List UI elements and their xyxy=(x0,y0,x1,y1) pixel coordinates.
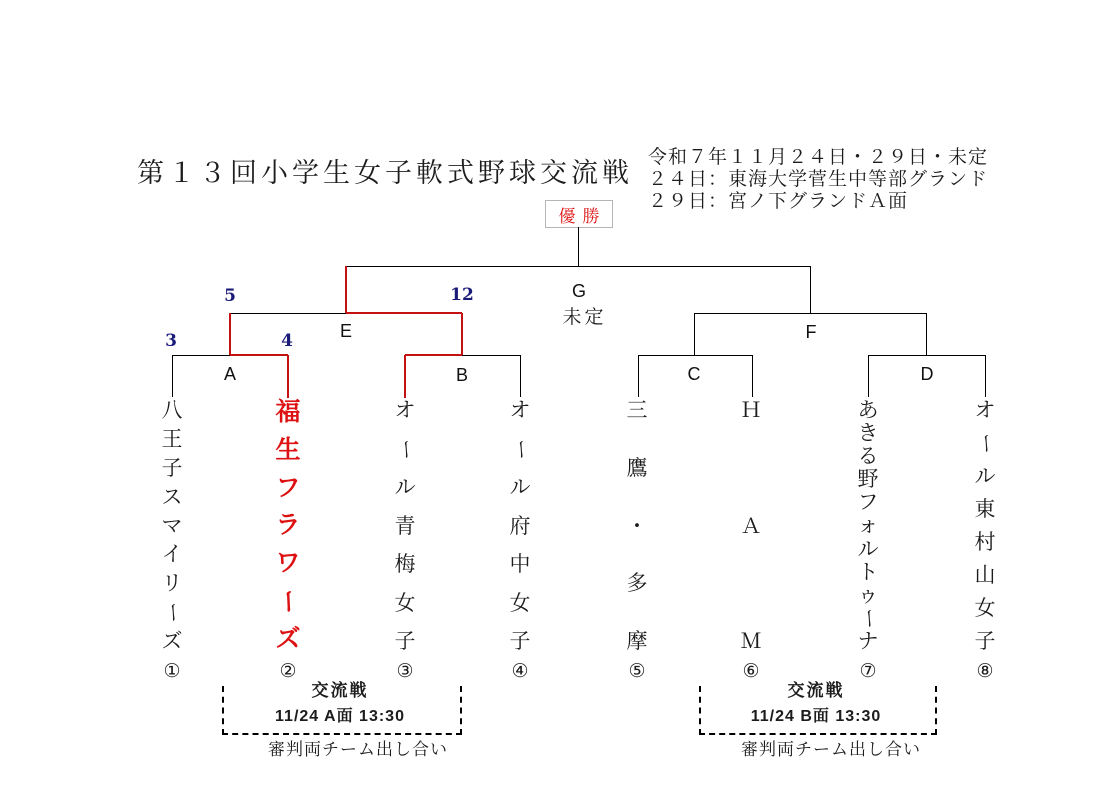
line-d xyxy=(868,355,985,356)
line-final-g xyxy=(346,266,810,267)
line-b-left-red xyxy=(405,354,462,356)
team-name: オ ー ル 青 梅 女 子 xyxy=(393,398,418,653)
line-team-6-drop xyxy=(752,355,753,397)
consolation-right-schedule: 11/24 B面 13:30 xyxy=(750,708,882,725)
line-b-winner-red xyxy=(461,313,463,355)
team-column-5 xyxy=(607,400,667,685)
team-column-8 xyxy=(955,400,1015,685)
team-seed-number: ⑥ xyxy=(742,660,760,682)
score-a-right: 4 xyxy=(281,331,293,351)
team-column-2 xyxy=(258,400,318,685)
team-seed-number: ① xyxy=(163,660,181,682)
score-e-right: 12 xyxy=(450,285,474,305)
consolation-right-note: 審判両チーム出し合い xyxy=(741,740,921,760)
line-b-right xyxy=(462,355,520,356)
line-team-4-drop xyxy=(520,355,521,397)
line-c-winner xyxy=(694,313,695,355)
line-champion-drop xyxy=(578,227,579,266)
team-seed-number: ② xyxy=(279,660,297,682)
line-team-1-drop xyxy=(172,355,173,397)
line-f xyxy=(694,313,926,314)
line-e-left xyxy=(230,313,346,314)
team-seed-number: ③ xyxy=(396,660,414,682)
line-team-2-drop-red xyxy=(287,355,289,398)
schedule-line-2: ２４日：東海大学菅生中等部グランド xyxy=(648,168,989,190)
line-c xyxy=(638,355,752,356)
consolation-left-title: 交流戦 xyxy=(311,681,369,700)
line-a-right-red xyxy=(230,354,288,356)
consolation-left-note: 審判両チーム出し合い xyxy=(268,740,448,760)
line-a-left xyxy=(172,355,230,356)
schedule-line-1: 令和７年１１月２４日・２９日・未定 xyxy=(648,146,989,168)
team-seed-number: ⑤ xyxy=(628,660,646,682)
schedule-line-3: ２９日：宮ノ下グランドＡ面 xyxy=(648,190,909,212)
team-column-3 xyxy=(375,400,435,685)
team-column-7 xyxy=(838,400,898,685)
team-name: 三 鷹 ・ 多 摩 xyxy=(626,398,648,653)
team-name: オ ー ル 府 中 女 子 xyxy=(508,398,533,653)
line-f-winner xyxy=(810,266,811,313)
line-e-winner-red xyxy=(345,266,347,313)
consolation-left-schedule: 11/24 A面 13:30 xyxy=(275,708,405,725)
team-name: Ｈ Ａ Ｍ xyxy=(740,398,762,653)
team-column-6 xyxy=(721,400,781,685)
score-a-left: 3 xyxy=(165,331,177,351)
page-title: 第１３回小学生女子軟式野球交流戦 xyxy=(137,158,633,189)
team-seed-number: ⑧ xyxy=(976,660,994,682)
champion-box: 優勝 xyxy=(545,200,613,228)
line-d-winner xyxy=(926,313,927,355)
score-e-left: 5 xyxy=(224,286,236,306)
team-name: 八 王 子 ス マ イ リ ー ズ xyxy=(160,398,185,653)
team-seed-number: ④ xyxy=(511,660,529,682)
team-name: オ ー ル 東 村 山 女 子 xyxy=(973,398,998,653)
line-e-right-red xyxy=(346,312,462,314)
label-final-g: G xyxy=(571,281,586,301)
line-team-3-drop-red xyxy=(404,355,406,398)
team-column-1 xyxy=(142,400,202,685)
line-team-5-drop xyxy=(638,355,639,397)
line-team-7-drop xyxy=(868,355,869,397)
label-match-d: D xyxy=(920,364,934,384)
schedule-info xyxy=(648,146,988,212)
label-match-a: A xyxy=(223,364,236,384)
team-column-4 xyxy=(490,400,550,685)
line-a-winner-red xyxy=(229,313,231,355)
line-team-8-drop xyxy=(985,355,986,397)
label-match-b: B xyxy=(455,365,468,385)
team-name: あ き る 野 フ ォ ル ト ゥ ー ナ xyxy=(856,398,881,653)
label-match-e: E xyxy=(339,321,352,341)
consolation-right-title: 交流戦 xyxy=(787,681,845,700)
team-name: 福 生 フ ラ ワ ー ズ xyxy=(274,398,303,653)
final-result-tbd: 未定 xyxy=(562,306,607,328)
label-match-c: C xyxy=(687,364,701,384)
label-match-f: F xyxy=(805,322,817,342)
team-seed-number: ⑦ xyxy=(859,660,877,682)
